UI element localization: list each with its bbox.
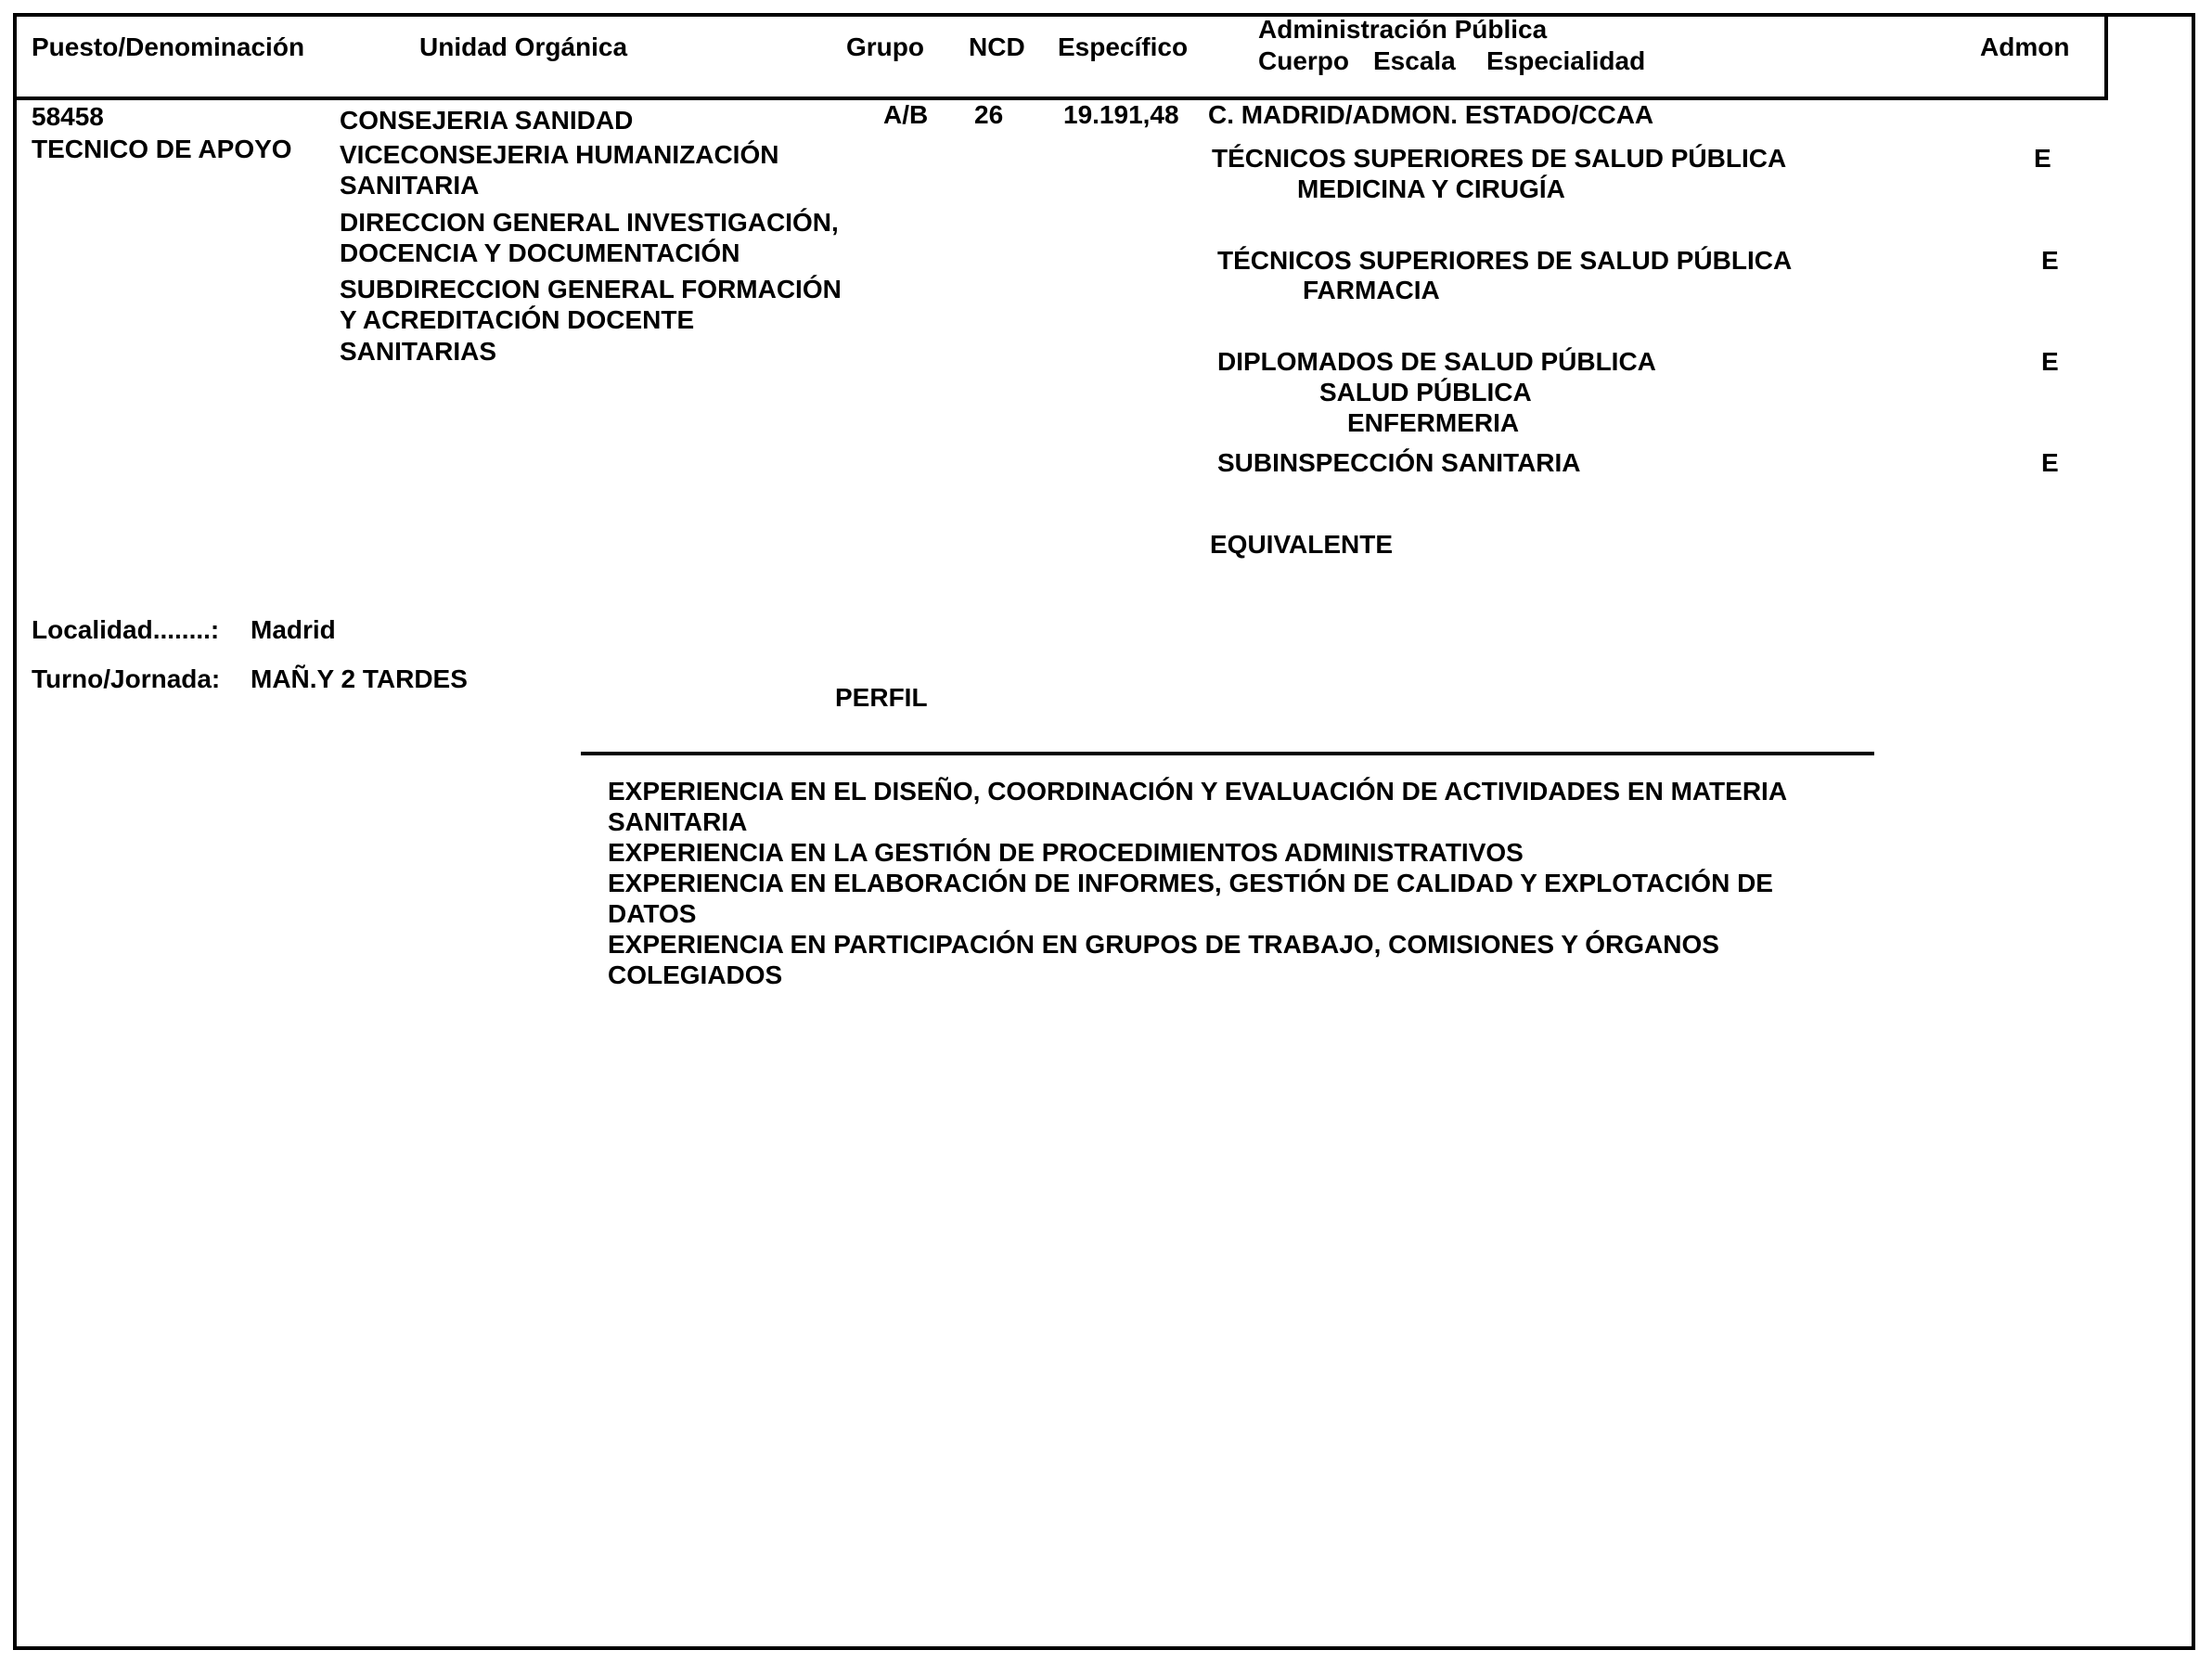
- unidad-organica-line: DIRECCION GENERAL INVESTIGACIÓN,: [340, 208, 839, 237]
- admon-value: E: [2041, 448, 2059, 477]
- header-admon: Admon: [1980, 32, 2070, 61]
- header-cuerpo: Cuerpo: [1258, 46, 1349, 75]
- unidad-organica-line: VICECONSEJERIA HUMANIZACIÓN: [340, 140, 779, 169]
- perfil-line: EXPERIENCIA EN PARTICIPACIÓN EN GRUPOS DE TRABAJO, COMISIONES Y ÓRGANOS: [608, 930, 1719, 959]
- unidad-organica-line: SANITARIAS: [340, 337, 497, 366]
- especialidad-name: MEDICINA Y CIRUGÍA: [1297, 174, 1565, 203]
- perfil-line: EXPERIENCIA EN ELABORACIÓN DE INFORMES, GESTIÓN DE CALIDAD Y EXPLOTACIÓN DE: [608, 869, 1773, 897]
- unidad-organica-line: DOCENCIA Y DOCUMENTACIÓN: [340, 238, 740, 267]
- turno-value: MAÑ.Y 2 TARDES: [251, 664, 468, 693]
- header-puesto: Puesto/Denominación: [32, 32, 305, 61]
- especialidad-name: ENFERMERIA: [1347, 408, 1520, 437]
- perfil-label: PERFIL: [835, 683, 928, 712]
- perfil-line: DATOS: [608, 899, 697, 928]
- cuerpo-name: DIPLOMADOS DE SALUD PÚBLICA: [1217, 347, 1656, 376]
- header-unidad-organica: Unidad Orgánica: [419, 32, 628, 61]
- administracion-publica-value: C. MADRID/ADMON. ESTADO/CCAA: [1208, 100, 1654, 129]
- escala-name: SALUD PÚBLICA: [1319, 378, 1532, 406]
- perfil-line: SANITARIA: [608, 807, 748, 836]
- header-escala: Escala: [1373, 46, 1456, 75]
- header-grupo: Grupo: [846, 32, 924, 61]
- admon-value: E: [2041, 347, 2059, 376]
- puesto-grupo: A/B: [883, 100, 929, 129]
- unidad-organica-line: SANITARIA: [340, 171, 480, 200]
- especialidad-name: FARMACIA: [1303, 276, 1440, 304]
- perfil-divider: [581, 752, 1874, 755]
- header-especifico: Específico: [1058, 32, 1189, 61]
- admon-value: E: [2034, 144, 2051, 173]
- perfil-line: EXPERIENCIA EN EL DISEÑO, COORDINACIÓN Y EVALUACIÓN DE ACTIVIDADES EN MATERIA: [608, 777, 1788, 806]
- puesto-especifico: 19.191,48: [1063, 100, 1179, 129]
- puesto-ncd: 26: [974, 100, 1004, 129]
- turno-label: Turno/Jornada:: [32, 664, 221, 693]
- unidad-organica-line: CONSEJERIA SANIDAD: [340, 106, 634, 135]
- header-administracion-publica: Administración Pública: [1258, 15, 1548, 44]
- puesto-denominacion: TECNICO DE APOYO: [32, 135, 292, 163]
- admon-value: E: [2041, 246, 2059, 275]
- cuerpo-name: SUBINSPECCIÓN SANITARIA: [1217, 448, 1581, 477]
- unidad-organica-line: SUBDIRECCION GENERAL FORMACIÓN: [340, 275, 842, 303]
- perfil-line: EXPERIENCIA EN LA GESTIÓN DE PROCEDIMIENTOS ADMINISTRATIVOS: [608, 838, 1524, 867]
- header-ncd: NCD: [969, 32, 1025, 61]
- puesto-codigo: 58458: [32, 102, 104, 131]
- localidad-value: Madrid: [251, 615, 336, 644]
- header-especialidad: Especialidad: [1486, 46, 1646, 75]
- unidad-organica-line: Y ACREDITACIÓN DOCENTE: [340, 305, 695, 334]
- cuerpo-name: TÉCNICOS SUPERIORES DE SALUD PÚBLICA: [1217, 246, 1793, 275]
- cuerpo-name: TÉCNICOS SUPERIORES DE SALUD PÚBLICA: [1212, 144, 1787, 173]
- perfil-line: COLEGIADOS: [608, 960, 783, 989]
- equivalente-label: EQUIVALENTE: [1210, 530, 1394, 559]
- localidad-label: Localidad........:: [32, 615, 220, 644]
